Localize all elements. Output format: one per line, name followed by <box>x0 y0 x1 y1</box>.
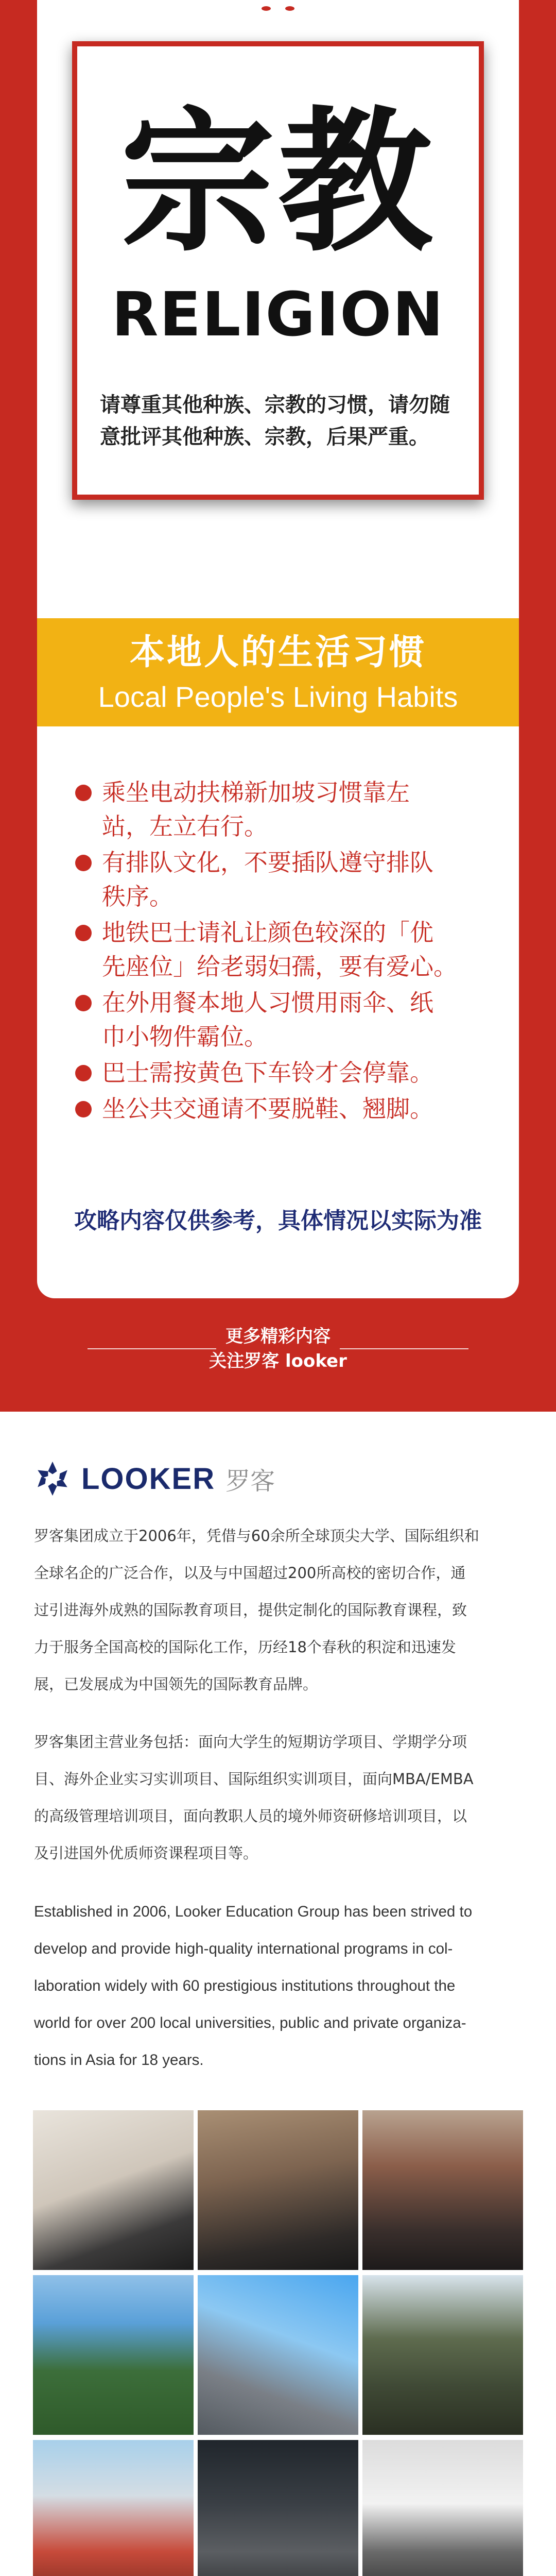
gallery-photo-stage <box>362 2440 523 2576</box>
intro-paragraph-2: 罗客集团主营业务包括：面向大学生的短期访学项目、学期学分项 目、海外企业实习实训项目、国际组织实训项目，面向MBA/EMBA 的高级管理培训项目，面向教职人员的境外师资研修培训项目，以 及引进国外优质师资课程项目等。 <box>34 1733 474 1862</box>
gallery-photo-nus <box>33 2440 194 2576</box>
gallery-photo-trees <box>362 2275 523 2435</box>
banner-title-en: Local People's Living Habits <box>98 681 458 713</box>
habit-item: 乘坐电动扶梯新加坡习惯靠左 站，左立右行。 <box>71 775 483 843</box>
habit-item: 在外用餐本地人习惯用雨伞、纸 巾小物件霸位。 <box>71 986 483 1054</box>
habit-item: 巴士需按黄色下车铃才会停靠。 <box>71 1056 483 1090</box>
gallery-photo-cheering <box>198 2275 358 2435</box>
photo-gallery <box>33 2110 523 2576</box>
decorative-dots <box>37 3 519 13</box>
living-habits-banner <box>37 618 519 726</box>
gallery-photo-auditorium <box>198 2440 358 2576</box>
habit-item: 地铁巴士请礼让颜色较深的「优 先座位」给老弱妇孺，要有爱心。 <box>71 916 483 984</box>
looker-logo <box>34 1458 275 1499</box>
looker-logo-icon <box>34 1460 71 1497</box>
bullet-dot-icon <box>75 925 92 941</box>
divider-right <box>340 1348 468 1349</box>
habits-list <box>71 775 483 1128</box>
religion-warning: 请尊重其他种族、宗教的习惯，请勿随 意批评其他种族、宗教，后果严重。 <box>100 393 450 449</box>
gallery-photo-lecture <box>362 2110 523 2270</box>
logo-text-cn: 罗客 <box>225 1466 275 1496</box>
banner-title-cn: 本地人的生活习惯 <box>129 632 426 673</box>
bullet-dot-icon <box>75 995 92 1011</box>
intro-paragraph-en: Established in 2006, Looker Education Group has been strived to develop and provide high-quality international programs in col- laboration widely with 60 prestigious institutions throughout the world for over 200 local universities, public and private organiza- tions in Asia for 18 years. <box>34 1903 473 2069</box>
divider-left <box>88 1348 216 1349</box>
religion-title-en: RELIGION <box>111 279 445 350</box>
habit-item: 坐公共交通请不要脱鞋、翘脚。 <box>71 1092 483 1126</box>
more-content-link[interactable]: 更多精彩内容 关注罗客 looker <box>209 1326 347 1371</box>
bullet-dot-icon <box>75 855 92 871</box>
bullet-dot-icon <box>75 1065 92 1081</box>
habit-item: 有排队文化，不要插队遵守排队 秩序。 <box>71 845 483 913</box>
bullet-dot-icon <box>75 785 92 801</box>
bullet-dot-icon <box>75 1101 92 1117</box>
gallery-photo-classroom <box>33 2110 194 2270</box>
gallery-photo-group-outdoor <box>33 2275 194 2435</box>
intro-paragraph-1: 罗客集团成立于2006年，凭借与60余所全球顶尖大学、国际组织和 全球名企的广泛合作，以及与中国超过200所高校的密切合作，通 过引进海外成熟的国际教育项目，提供定制化的国际教育课程，致 力于服务全国高校的国际化工作，历经18个春秋的积淀和迅速发 展，已发展成为中国领先的国际教育品牌。 <box>34 1527 479 1693</box>
gallery-photo-workshop <box>198 2110 358 2270</box>
religion-title-cn: 宗教 <box>120 93 436 273</box>
religion-frame <box>72 41 484 500</box>
logo-text-en: LOOKER <box>81 1462 216 1496</box>
disclaimer: 攻略内容仅供参考，具体情况以实际为准 <box>74 1208 482 1234</box>
